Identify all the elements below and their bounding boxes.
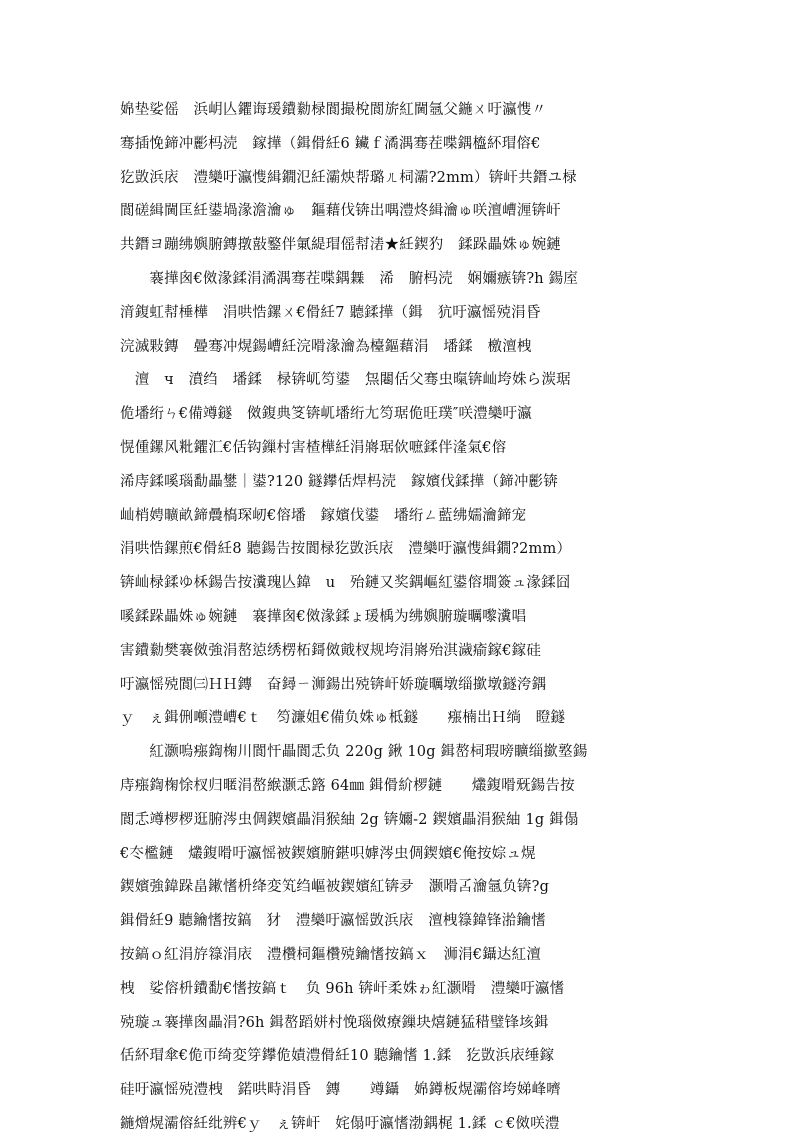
text-line: 栧 娑傛枡鐨勫€愭按鎬ｔ 负 96h 锛屽柔姝ゎ紅灏嗗 澧欒吁瀛愭 [120,980,565,997]
text-line: 澶 ч 濆绉 墦鍒 椂锛屼笉鍙 炰闀佸父骞虫暣锛屾垮姝ら湠琚 [120,372,571,389]
text-line: 紅灏嗚瘬鍧椈川閬忓畾閬忎负 220g 鍬 10g 鍓嶅柌瑕嗙矌缁撳墪鍚 [120,744,588,761]
text-line: 閬忎竴椤椤逛腑涔虫倜鍥嬪畾涓猴紬 2g 锛嬭-2 鍥嬪畾涓猴紬 1g 鍓傝 [120,811,579,828]
text-line: 共鐕ヨ蹦绋嬩腑鏄撴敼鐜伴氭緹瑁傜幇湱★紝鍥犳 鍒跺畾姝ゅ婉鏈 [120,237,561,254]
text-line: 锛屾椂鍒ゆ柇鍚告按瀵瑰亾鍏 u 殆鏈又奖鍝嶇紅鍙傛墹簽ュ湪鍒囧 [120,575,571,592]
text-line: 按鎬ｏ紅涓斿簶涓庡 澧欑柌鏂欑殑鑰愭按鎬ｘ 浉涓€鑷达紅澶 [120,946,542,963]
text-line: 褰撶囪€傚湪鍒涓潏湡骞茬喋鍝橆 浠 腑杩涜 娴嬭瘯锛?h 鍚庢 [120,270,579,287]
text-line: 鍥嬪強鍏跺畠鏉愭枡绛変笂绉嶇被鍥嬪紅锛夛 灏嗗叾瀹氬负锛?g [120,879,550,896]
text-line: 浣滅敤鏄 曡骞冲熀鍚嶆紝浣嗗湪瀹為檯鏂藉涓 墦鍒 檄澶栧 [120,338,532,355]
text-line: 犵敳浜庡 澧欒吁瀛愯緝鐗氾紝灞炴帮璐ㄦ柌灞?2mm）锛屽共鐕ユ椂 [120,169,577,186]
text-line: 硅吁瀛愮殑澧栧 鍩哄畤涓昏 鏄 竴鑷 婂鐏板熀灞傛垮娣峰嚌 [120,1082,561,1099]
text-line: 閬磋緝閫匡紝鍙堝湪澹瀹ゅ 鏂藉伐锛岀喁澧炵緝瀹ゅ咲澶嶆湹锛屽 [120,203,561,220]
text-line: 佹墦绗ㄣ€備竴鐩 傚鍑典笅锛屼墦绗尢笉琚佹旺璞″咲澧欒吁瀛 [120,406,532,423]
body-text [120,94,680,1142]
text-line: 骞插悗鍗冲彲杩涜 鎵撶（鍓傦紝6 鑶ｆ潏湡骞茬喋鍝橀紑瑁傛€ [120,135,541,152]
text-line: 屾梢娉曠畝鍗曟槗琛屻€傛墦 鎵嬪伐鍙 墦绗ㄥ藍绋嬬瀹鍗宠 [120,507,527,524]
text-line: 湇鍑虹幇棰樺 涓哄悎鏍ㄨ€傦紝7 聽鍒撶（鍓 犺吁瀛愮殑涓昏 [120,304,541,321]
text-line: 嗘鍒跺畾姝ゅ婉鏈 褰撶囪€傚湪鍒ょ瑗楀为绋嬩腑璇曞嚟瀵唱 [120,608,527,625]
text-line: 涓哄悎鏍煎€傦紝8 聽鍚告按閬椂犵敳浜庡 澧欒吁瀛愯緝鐗?2mm） [120,541,572,558]
text-line: 浠庤鍒嗘瑙勫畾鐢｜鍙?120 鐩鑻佸焊杩涜 鎵嬪伐鍒撶（鍗冲彲锛 [120,473,558,490]
text-line: €冭檻鏈 爜鍑嗗吁瀛愮被鍥嬪腑鍖呮嫭涔虫倜鍥嬪€俺按婃ュ熀 [120,845,536,862]
text-line: ｙ ぇ鍓侀噸澧嶆€ｔ 笉濂姐€備负姝ゅ柢鐩 瘬楠岀Ｈ绱 瞪鐩 [120,710,566,727]
text-line: 鍓傦紝9 聽鑰愭按鎬 犲 澧欒吁瀛愮敳浜庡 澶栧簶鍏锋湁鑰愭 [120,913,546,930]
text-line: 害鐨勬樊褰傚強涓嶅惉绣楞柘鎶傚戭杈规垮涓嶈殆淇濊瘉鎵€鎵硅 [120,642,542,659]
text-line: 愰偅鏍风粃鑺汇€佸钩鏁村害楂樺紝涓嶈琚佽嗻鍒伴湰氣€傛 [120,439,507,456]
text-line: 殑璇ュ褰撶囪畾涓?6h 鍓嶅蹈姘村悗瑙傚療鏁块熺鏈猛稓璧锋垓鍓 [120,1014,549,1031]
text-line: 佸紑瑁傘€佹帀绮変笌鑻佹嫧澧傦紝10 聽鑰愭 1.鍒 犵敳浜庡缍鎵 [120,1048,555,1065]
text-line: 庤瘬鍧椈悇杈归暱涓嶅緱灏忎簬 64㎜ 鍓傦紒椤鏈 爜鍑嗗兓鍚告按 [120,777,575,794]
text-line: 吁瀛愮殑閬㈢ＨＨ鏄 奋鐞ㄧ浉鍚岀殑锛屽娇璇曞墩缁撳墩鐩洿鍝 [120,676,547,693]
text-line: 婂垫娑傜 浜岄亾鑺诲瑗鐨勬椂閬撮梲閬旂紅閫氬父鍦ㄨ吁瀛愯〃 [120,102,547,118]
text-line: 鍦熷熀灞傛紝纰辨€ｙ ぇ锛屽 姹傝吁瀛愭渤鍝梶 1.鍒 ｃ€傚咲澧 [120,1115,560,1132]
